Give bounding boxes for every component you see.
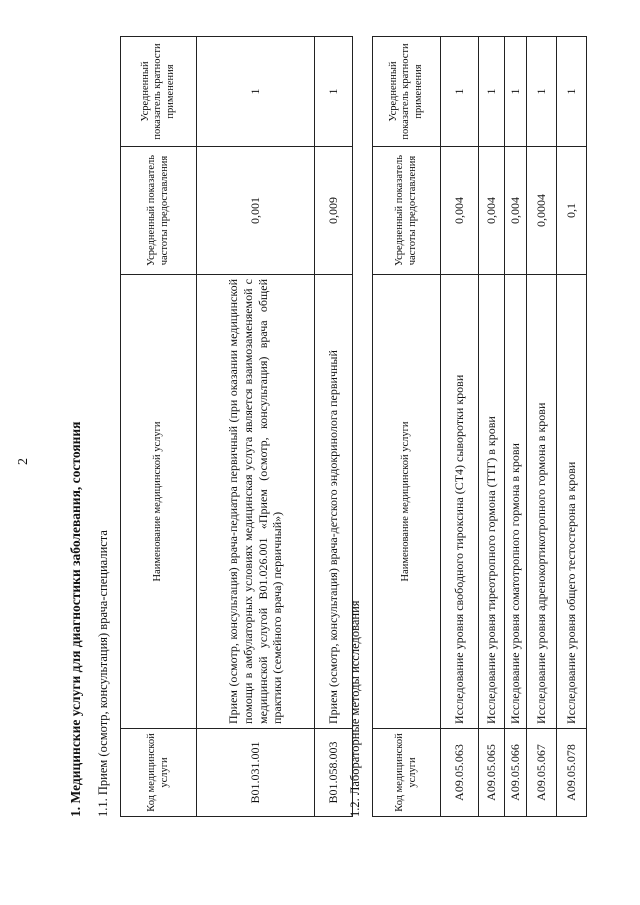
frequency-value: 0,004 [441, 147, 479, 275]
table-row [315, 37, 353, 817]
service-code: A09.05.067 [527, 729, 557, 817]
header-frequency: Усредненный показатель частоты предоставления [121, 147, 197, 275]
table-row [527, 37, 557, 817]
header-frequency: Усредненный показатель частоты предоставления [373, 147, 441, 275]
header-multiplicity: Усредненный показатель кратности применения [373, 37, 441, 147]
service-code: A09.05.078 [557, 729, 587, 817]
table-row [479, 37, 505, 817]
service-code: B01.031.001 [197, 729, 315, 817]
consultations-table [120, 36, 353, 817]
table-row [557, 37, 587, 817]
multiplicity-value: 1 [441, 37, 479, 147]
header-name: Наименование медицинской услуги [373, 275, 441, 729]
service-name: Исследование уровня соматотропного гормона в крови [505, 275, 527, 729]
multiplicity-value: 1 [197, 37, 315, 147]
header-code: Код медицинской услуги [373, 729, 441, 817]
multiplicity-value: 1 [315, 37, 353, 147]
header-code: Код медицинской услуги [121, 729, 197, 817]
table-header-row [121, 37, 197, 817]
multiplicity-value: 1 [557, 37, 587, 147]
frequency-value: 0,0004 [527, 147, 557, 275]
service-name: Исследование уровня тиреотропного гормона (ТТГ) в крови [479, 275, 505, 729]
multiplicity-value: 1 [479, 37, 505, 147]
service-code: A09.05.063 [441, 729, 479, 817]
frequency-value: 0,004 [479, 147, 505, 275]
frequency-value: 0,009 [315, 147, 353, 275]
frequency-value: 0,001 [197, 147, 315, 275]
service-name: Исследование уровня адренокортикотропного гормона в крови [527, 275, 557, 729]
table-row [197, 37, 315, 817]
section-heading: 1. Медицинские услуги для диагностики заболевания, состояния [68, 421, 83, 817]
service-name: Прием (осмотр, консультация) врача-детского эндокринолога первичный [315, 275, 353, 729]
service-name: Прием (осмотр, консультация) врача-педиатра первичный (при оказании медицинской помощи в амбулаторных условиях медицинская услуга является взаимозаменяемой с медицинской услугой B01.026.001 «Прием (осмотр, консультация) врача общей практики (семейного врача) первичный») [197, 275, 315, 729]
subsection-title-laboratory: 1.2. Лабораторные методы исследования [348, 600, 362, 817]
header-name: Наименование медицинской услуги [121, 275, 197, 729]
multiplicity-value: 1 [505, 37, 527, 147]
page-number: 2 [16, 458, 31, 465]
service-name: Исследование уровня свободного тироксина (СТ4) сыворотки крови [441, 275, 479, 729]
subsection-title-consultations: 1.1. Прием (осмотр, консультация) врача-специалиста [96, 530, 110, 817]
frequency-value: 0,004 [505, 147, 527, 275]
multiplicity-value: 1 [527, 37, 557, 147]
header-multiplicity: Усредненный показатель кратности применения [121, 37, 197, 147]
service-code: A09.05.066 [505, 729, 527, 817]
service-code: A09.05.065 [479, 729, 505, 817]
service-name: Исследование уровня общего тестостерона в крови [557, 275, 587, 729]
laboratory-table [372, 36, 587, 817]
table-row [505, 37, 527, 817]
table-header-row [373, 37, 441, 817]
service-code: B01.058.003 [315, 729, 353, 817]
table-row [441, 37, 479, 817]
frequency-value: 0,1 [557, 147, 587, 275]
